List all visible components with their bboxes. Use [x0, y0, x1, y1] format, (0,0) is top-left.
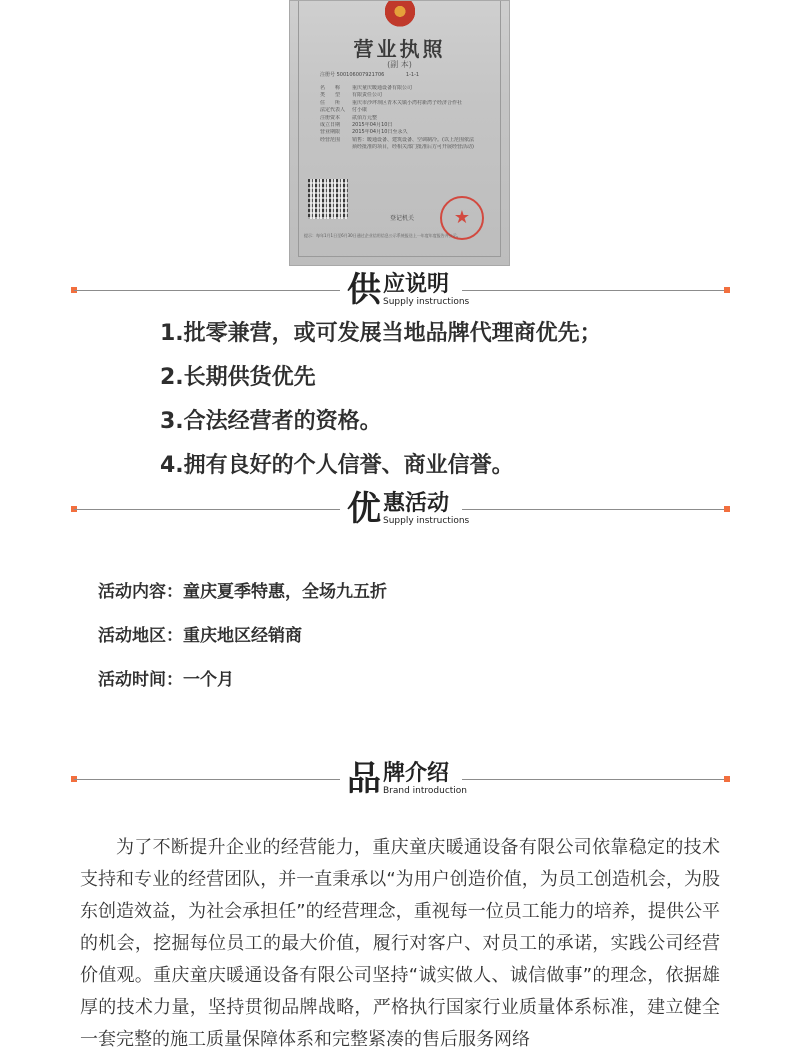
header-line-left	[74, 509, 340, 510]
business-license-image	[289, 0, 510, 266]
license-field: 成立日期 2015年04月10日	[320, 121, 393, 128]
section-title-big-char: 优	[347, 489, 381, 529]
section-title-big-char: 品	[347, 759, 381, 799]
header-dot-right	[724, 287, 730, 293]
license-subtitle: (副 本)	[387, 60, 412, 69]
section-title-en: Brand introduction	[383, 786, 468, 796]
license-field: 法定代表人 付小康	[320, 107, 368, 114]
license-field: 注册资本 贰佰万元整	[320, 114, 378, 121]
license-seal-label: 登记机关	[390, 215, 415, 222]
section-title-en: Supply instructions	[383, 297, 470, 307]
license-serial: 1-1-1	[405, 72, 420, 78]
header-line-left	[74, 290, 340, 291]
header-line-right	[462, 779, 726, 780]
header-dot-right	[724, 506, 730, 512]
section-header-supply	[0, 270, 800, 310]
license-title: 营业执照	[353, 37, 446, 61]
license-field: 经营范围 销售：暖通设备、建筑设备、空调制冷。(以上范围依法	[320, 136, 474, 143]
section-title-rest: 惠活动	[383, 491, 450, 516]
promo-content: 活动内容：童庆夏季特惠，全场九五折	[98, 582, 387, 602]
license-field: 名 称 重庆童庆暖通设备有限公司	[320, 85, 413, 91]
list-item: 3.合法经营者的资格。	[160, 409, 382, 434]
list-item: 2.长期供货优先	[160, 365, 316, 390]
license-footer: 提示：每年1月1日至6月30日通过企业信用信息公示系统报送上一年度年度报告并公示。	[304, 233, 461, 238]
section-title-big-char: 供	[347, 270, 381, 310]
promo-list	[98, 576, 387, 708]
license-reg-no: 500106007921706	[336, 72, 385, 78]
license-fields	[320, 85, 491, 152]
license-field: 须经批准的项目，经相关部门批准后方可开展经营活动)	[352, 144, 474, 151]
license-registration	[320, 71, 489, 78]
section-header-brand	[0, 759, 800, 799]
header-line-left	[74, 779, 340, 780]
header-line-right	[462, 290, 726, 291]
section-title-rest: 牌介绍	[383, 761, 450, 786]
section-title-rest: 应说明	[383, 272, 450, 297]
license-reg-label: 注册号	[320, 72, 336, 78]
qr-code-icon	[308, 179, 348, 219]
section-header-promo	[0, 489, 800, 529]
red-seal-icon: ★	[440, 196, 484, 240]
list-item: 4.拥有良好的个人信誉、商业信誉。	[160, 453, 514, 478]
section-title-en: Supply instructions	[383, 516, 470, 526]
license-field: 类 型 有限责任公司	[320, 92, 383, 99]
list-item: 1.批零兼营，或可发展当地品牌代理商优先；	[160, 321, 602, 346]
license-field: 住 所 重庆市沙坪坝区青木关镇小湾村新湾子经济合作社	[320, 99, 463, 106]
promo-duration: 活动时间：一个月	[98, 670, 234, 690]
supply-list	[160, 318, 602, 494]
national-emblem-icon	[385, 1, 415, 27]
header-dot-right	[724, 776, 730, 782]
license-field: 营业期限 2015年04月10日至永久	[320, 129, 408, 136]
header-line-right	[462, 509, 726, 510]
brand-introduction-paragraph: 为了不断提升企业的经营能力，重庆童庆暖通设备有限公司依靠稳定的技术支持和专业的经营团队，并一直秉承以“为用户创造价值，为员工创造机会，为股东创造效益，为社会承担任”的经营理念，重视每一位员工能力的培养，提供公平的机会，挖掘每位员工的最大价值，履行对客户、对员工的承诺，实践公司经营价值观。重庆童庆暖通设备有限公司坚持“诚实做人、诚信做事”的理念，依据雄厚的技术力量，坚持贯彻品牌战略，严格执行国家行业质量体系标准，建立健全一套完整的施工质量保障体系和完整紧凑的售后服务网络	[80, 837, 720, 1050]
promo-region: 活动地区：重庆地区经销商	[98, 626, 302, 646]
